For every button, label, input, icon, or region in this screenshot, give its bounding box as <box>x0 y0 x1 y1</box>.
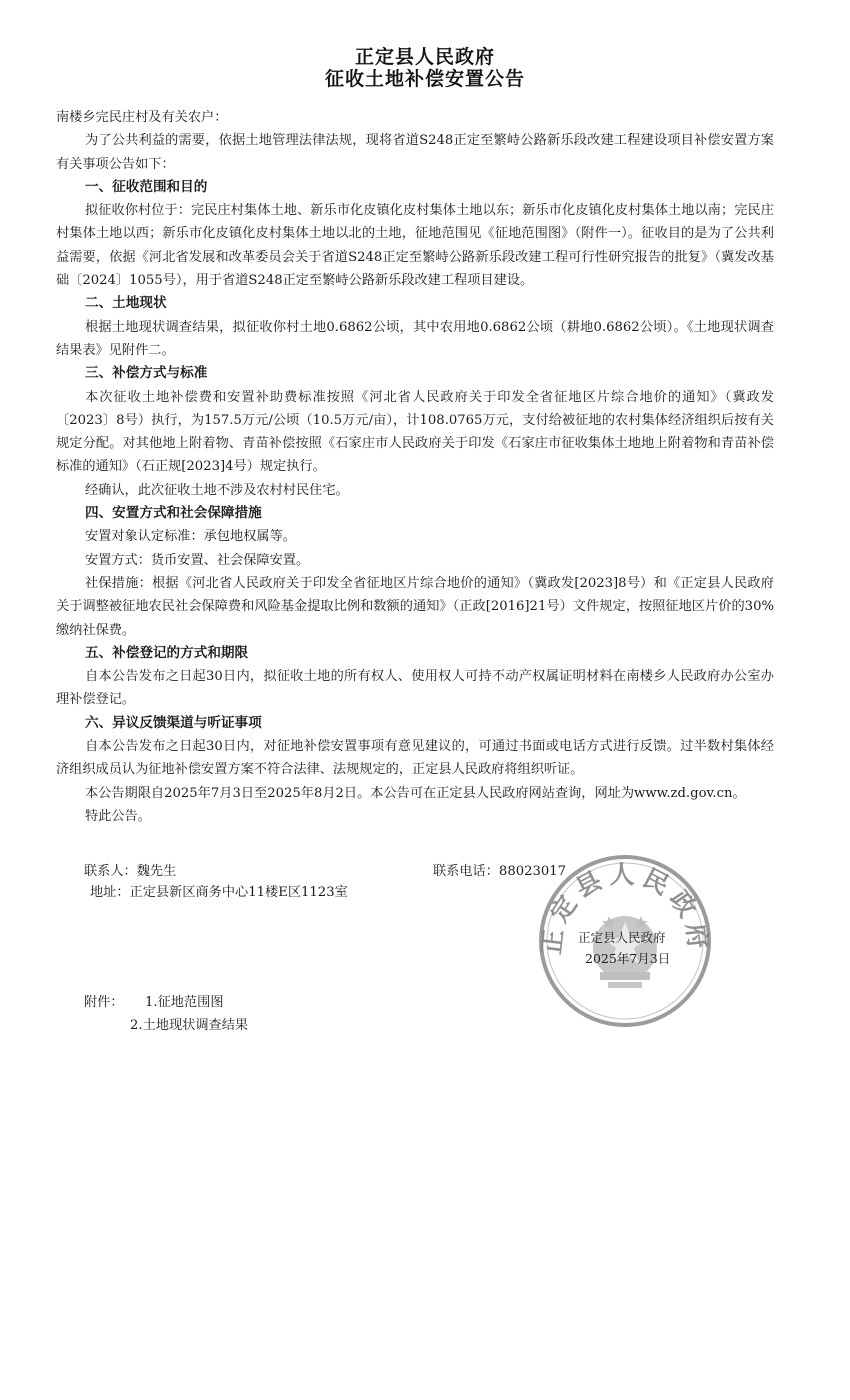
section-1-paragraph-1: 拟征收你村位于：完民庄村集体土地、新乐市化皮镇化皮村集体土地以东；新乐市化皮镇化皮村集体土地以南；完民庄村集体土地以西；新乐市化皮镇化皮村集体土地以北的土地，征地范围见《征地范围图》（附件一）。征收目的是为了公共利益需要，依据《河北省发展和改革委员会关于省道S248正定至繁峙公路新乐段改建工程可行性研究报告的批复》（冀发改基础〔2024〕1055号），用于省道S248正定至繁峙公路新乐段改建工程项目建设。 <box>56 203 774 289</box>
notice-body <box>56 106 774 828</box>
attachments-label: 附件： <box>84 995 124 1010</box>
addressee: 南楼乡完民庄村及有关农户： <box>56 110 228 125</box>
issuer-name: 正定县人民政府 <box>578 930 666 945</box>
contact-address: 地址：正定县新区商务中心11楼E区1123室 <box>90 885 348 900</box>
section-3-paragraph-2: 经确认，此次征收土地不涉及农村村民住宅。 <box>85 482 349 498</box>
contact-phone: 联系电话：88023017 <box>433 864 567 879</box>
closing-phrase: 特此公告。 <box>85 808 151 824</box>
section-5-paragraph-1: 自本公告发布之日起30日内，拟征收土地的所有权人、使用权人可持不动产权属证明材料在南楼乡人民政府办公室办理补偿登记。 <box>56 669 774 708</box>
attachment-item: 1.征地范围图 <box>145 995 224 1010</box>
section-4-paragraph-1: 安置对象认定标准：承包地权属等。 <box>85 529 296 545</box>
section-heading-4: 四、安置方式和社会保障措施 <box>85 505 262 522</box>
page-title: 正定县人民政府 <box>354 46 495 68</box>
section-4-paragraph-2: 安置方式：货币安置、社会保障安置。 <box>85 552 310 568</box>
issue-date: 2025年7月3日 <box>585 951 671 966</box>
section-heading-2: 二、土地现状 <box>85 295 167 312</box>
attachment-item: 2.土地现状调查结果 <box>130 1018 249 1033</box>
page-subtitle: 征收土地补偿安置公告 <box>324 68 525 90</box>
svg-text:正定县人民政府: 正定县人民政府 <box>536 860 714 957</box>
section-heading-6: 六、异议反馈渠道与听证事项 <box>85 714 262 731</box>
section-heading-1: 一、征收范围和目的 <box>85 178 208 195</box>
section-heading-5: 五、补偿登记的方式和期限 <box>85 644 249 661</box>
section-2-paragraph-1: 根据土地现状调查结果，拟征收你村土地0.6862公顷，其中农用地0.6862公顷（耕地0.6862公顷）。《土地现状调查结果表》见附件二。 <box>56 319 774 358</box>
section-3-paragraph-1: 本次征收土地补偿费和安置补助费标准按照《河北省人民政府关于印发全省征地区片综合地价的通知》（冀政发〔2023〕8号）执行，为157.5万元/公顷（10.5万元/亩），计108.0765万元，支付给被征地的农村集体经济组织后按有关规定分配。对其他地上附着物、青苗补偿按照《石家庄市人民政府关于印发《石家庄市征收集体土地地上附着物和青苗补偿标准的通知》（石正规[2023]4号）规定执行。 <box>56 389 774 475</box>
intro-paragraph: 为了公共利益的需要，依据土地管理法律法规，现将省道S248正定至繁峙公路新乐段改建工程建设项目补偿安置方案有关事项公告如下： <box>56 133 774 172</box>
section-6-paragraph-2: 本公告期限自2025年7月3日至2025年8月2日。本公告可在正定县人民政府网站查询，网址为www.zd.gov.cn。 <box>85 785 746 801</box>
section-6-paragraph-1: 自本公告发布之日起30日内，对征地补偿安置事项有意见建议的，可通过书面或电话方式进行反馈。过半数村集体经济组织成员认为征地补偿安置方案不符合法律、法规规定的，正定县人民政府将组织听证。 <box>56 739 774 778</box>
contact-person: 联系人：魏先生 <box>84 864 177 879</box>
section-4-paragraph-3: 社保措施：根据《河北省人民政府关于印发全省征地区片综合地价的通知》（冀政发[2023]8号）和《正定县人民政府关于调整被征地农民社会保障费和风险基金提取比例和数额的通知》（正政[2016]21号）文件规定，按照征地区片价的30%缴纳社保费。 <box>56 575 774 638</box>
section-heading-3: 三、补偿方式与标准 <box>85 365 208 382</box>
